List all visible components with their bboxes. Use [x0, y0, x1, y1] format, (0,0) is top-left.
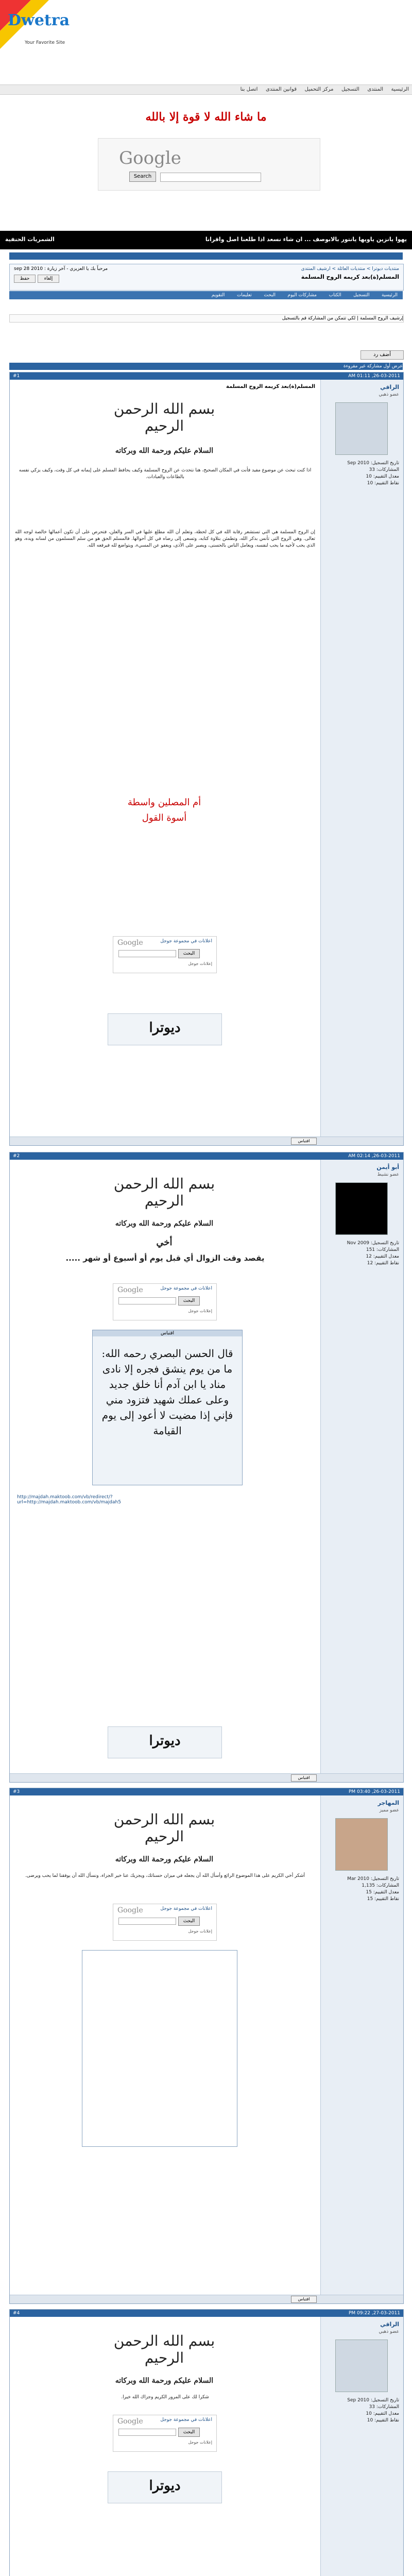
ad-footer: إعلانات جوجل: [188, 961, 212, 966]
post-body: أشكر أخي الكريم على هذا الموضوع الرائع وأسأل الله أن يجعله في ميزان حسناتك، ويجزيك عنا خير الجزاء، ونسأل الله أن يوفقنا لما يحب ويرضى.: [25, 1873, 305, 1878]
greeting: السلام عليكم ورحمة الله وبركاته: [115, 1219, 214, 1228]
username[interactable]: أبو أيمن: [376, 1164, 399, 1171]
highlight-title: أم المصلين واسطة: [127, 797, 201, 808]
user-welcome: مرحباً بك يا العزيزي - آخر زيارة : 2010 sep 28: [14, 266, 108, 272]
rating: معدل التقييم: 10: [366, 474, 399, 479]
post-number[interactable]: #3: [13, 1789, 20, 1794]
post-date: 26-03-2011, 01:11 AM: [348, 374, 400, 379]
ad-text[interactable]: اعلانات في مجموعة جوجل: [160, 1286, 212, 1291]
signature-box: [108, 1013, 222, 1045]
top-link-register[interactable]: التسجيل: [341, 87, 359, 92]
top-link-bar: [0, 84, 412, 95]
join-date: تاريخ التسجيل: Sep 2010: [347, 461, 399, 466]
avatar: [335, 1818, 388, 1871]
post-content: [10, 1795, 320, 2295]
ad-search-input[interactable]: [118, 1297, 176, 1304]
quote-button[interactable]: اقتباس: [291, 2296, 317, 2303]
rating-points: نقاط التقييم: 10: [367, 481, 399, 486]
post-header: [10, 1153, 403, 1160]
user-info-column: [320, 1795, 403, 2295]
avatar: [335, 402, 388, 455]
quote-button[interactable]: اقتباس: [291, 1138, 317, 1145]
post-number[interactable]: #4: [13, 2311, 20, 2316]
ad-search-input[interactable]: [118, 950, 176, 957]
post-3: [9, 1788, 404, 2304]
ad-google-logo: Google: [117, 2417, 143, 2426]
signature-logo: ديوترا: [149, 1020, 181, 1036]
red-headline: ما شاء الله لا قوة إلا بالله: [145, 110, 267, 124]
ad-search-button[interactable]: البحث: [178, 949, 200, 958]
post-2: [9, 1152, 404, 1783]
greeting: السلام عليكم ورحمة الله وبركاته: [115, 447, 214, 455]
quote-header: اقتباس: [93, 1330, 242, 1336]
ad-search-button[interactable]: البحث: [178, 1296, 200, 1306]
post-content: [10, 380, 320, 1137]
join-date: تاريخ التسجيل: Mar 2010: [347, 1876, 399, 1882]
thread-title: المسلم(ة)بعد كريمه الروح المسلمة: [301, 274, 399, 280]
post-header: [10, 372, 403, 380]
ad-text[interactable]: اعلانات في مجموعة جوجل: [160, 2417, 212, 2422]
ad-google-logo: Google: [117, 939, 143, 947]
google-ad-box: [113, 1904, 217, 1941]
user-info-column: [320, 380, 403, 1137]
rating: معدل التقييم: 12: [366, 1254, 399, 1259]
subnav-home[interactable]: الرئيسية: [382, 293, 398, 298]
user-title: عضو ذهبي: [379, 392, 399, 397]
user-title: عضو ذهبي: [379, 2329, 399, 2334]
rating-points: نقاط التقييم: 12: [367, 1261, 399, 1266]
user-details: [327, 460, 399, 487]
ad-search-button[interactable]: البحث: [178, 2428, 200, 2437]
google-ad-box: [113, 2415, 217, 2452]
search-input[interactable]: [160, 173, 261, 182]
subnav-books[interactable]: الكتاب: [329, 293, 341, 298]
post-date: 27-03-2011, 09:22 PM: [348, 2311, 400, 2316]
post-count: المشاركات: 33: [369, 2404, 399, 2410]
nav-bar: [9, 252, 403, 260]
post-line-1: أخي: [156, 1237, 173, 1248]
basmala-calligraphy: بسم الله الرحمن الرحيم: [113, 400, 215, 434]
post-body: شكرا لك على المرور الكريم وجزاك الله خيرا.: [121, 2395, 209, 2400]
user-details: [327, 1876, 399, 1903]
top-link-home[interactable]: الرئيسية: [391, 87, 409, 92]
post-1: [9, 372, 404, 1146]
post-title: المسلم(ة)بعد كريمه الروح المسلمة: [226, 384, 315, 389]
announcement-text: يهوا يانزين ياويها يانتور بالابوصف ... ان شاء نسعد اذا طلعنا اصل واقرانا: [205, 236, 407, 243]
post-number[interactable]: #2: [13, 1154, 20, 1159]
post-4: [9, 2309, 404, 2576]
post-link[interactable]: http://majdah.maktoob.com/vb/redirect/?url=http://majdah.maktoob.com/vb/majdah5: [17, 1495, 121, 1505]
quote-button[interactable]: اقتباس: [291, 1774, 317, 1782]
greeting: السلام عليكم ورحمة الله وبركاته: [115, 1855, 214, 1863]
signature-box: [108, 2471, 222, 2503]
top-link-rules[interactable]: قوانين المنتدى: [265, 87, 297, 92]
subnav-help[interactable]: تعليمات: [236, 293, 252, 298]
post-header: [10, 2310, 403, 2317]
user-details: [327, 1240, 399, 1267]
ad-search-button[interactable]: البحث: [178, 1917, 200, 1926]
announcement-label: الشمريات الحنفية: [5, 236, 55, 243]
announcement-bar: [0, 231, 412, 249]
user-info-column: [320, 1160, 403, 1774]
post-intro: اذا كنت تبحث عن موضوع مفيد فأنت في المكان الصحيح، هنا نتحدث عن الروح المسلمة وكيف يحافظ المسلم على إيمانه في كل وقت، وكيف يزكي نفسه بالطاعات والعبادات.: [19, 468, 312, 480]
ad-google-logo: Google: [117, 1286, 143, 1294]
post-header: [10, 1788, 403, 1795]
avatar: [335, 1182, 388, 1235]
google-logo: Google: [119, 148, 181, 168]
rating: معدل التقييم: 15: [366, 1890, 399, 1895]
add-reply-button[interactable]: أضف رد: [360, 350, 404, 360]
search-button[interactable]: Search: [129, 172, 156, 182]
cancel-button[interactable]: إلغاء: [38, 275, 59, 283]
post-footer: [10, 1773, 403, 1782]
thread-tools-bar[interactable]: عرض أول مشاركة غير مقروءة: [9, 363, 403, 370]
quote-text: قال الحسن البصري رحمه الله: ما من يوم ينشق فجره إلا نادى مناد يا ابن آدم أنا خلق جديد وعلى عملك شهيد فتزود مني فإني إذا مضيت لا أعود إلى يوم القيامة: [101, 1347, 233, 1437]
rules-notice: إرشيف الروح المسلمة | لكي تتمكن من المشاركة قم بالتسجيل: [9, 314, 404, 323]
post-number[interactable]: #1: [13, 374, 20, 379]
save-button[interactable]: حفظ: [14, 275, 36, 283]
google-ad-box: [113, 1283, 217, 1320]
user-title: عضو نشيط: [377, 1172, 399, 1177]
site-tagline: Your Favorite Site: [25, 40, 65, 45]
basmala-calligraphy: بسم الله الرحمن الرحيم: [113, 1811, 215, 1845]
rating: معدل التقييم: 10: [366, 2411, 399, 2416]
post-date: 26-03-2011, 02:14 AM: [348, 1154, 400, 1159]
top-link-forum[interactable]: المنتدى: [367, 87, 384, 92]
ad-footer: إعلانات جوجل: [188, 1929, 212, 1934]
top-link-contact[interactable]: اتصل بنا: [240, 87, 258, 92]
sub-navigation: [9, 291, 403, 299]
ad-text[interactable]: اعلانات في مجموعة جوجل: [160, 939, 212, 944]
post-count: المشاركات: 1,135: [362, 1883, 399, 1888]
subnav-register[interactable]: التسجيل: [353, 293, 370, 298]
post-line-2: يقصد وقت الزوال أي قبل يوم أو أسبوع أو شهر .....: [65, 1253, 265, 1263]
post-body: إن الروح المسلمة هي التي تستشعر رقابة الله في كل لحظة، وتعلم أن الله مطلع عليها في السر والعلن، فتحرص على أن تكون أعمالها خالصة لوجه الله تعالى. وهي الروح التي تأنس بذكر الله، وتطمئن بتلاوة كتابه، وتسعى إلى رضاه في كل أحوالها. فالمسلم الحق هو من سلم المسلمون من لسانه ويده، وهو الذي يحب لأخيه ما يحب لنفسه، ويعامل الناس بالحسنى، ويصبر على الأذى، ويعفو عن المسيء، ويتواضع لله فيرفعه الله.: [15, 530, 315, 548]
join-date: تاريخ التسجيل: Nov 2009: [347, 1241, 399, 1246]
embedded-frame: [82, 1950, 237, 2147]
subnav-calendar[interactable]: التقويم: [211, 293, 225, 298]
ad-google-logo: Google: [117, 1906, 143, 1914]
username[interactable]: الراقي: [380, 2321, 399, 2328]
post-content: [10, 2317, 320, 2576]
subnav-search[interactable]: البحث: [264, 293, 276, 298]
post-footer: [10, 2295, 403, 2303]
join-date: تاريخ التسجيل: Sep 2010: [347, 2398, 399, 2403]
rating-points: نقاط التقييم: 15: [367, 1896, 399, 1902]
avatar: [335, 2340, 388, 2392]
site-logo[interactable]: Dwetra: [8, 11, 70, 29]
breadcrumb: [9, 264, 404, 291]
post-count: المشاركات: 151: [366, 1247, 399, 1252]
rating-points: نقاط التقييم: 10: [367, 2418, 399, 2423]
post-footer: [10, 1137, 403, 1145]
signature-logo: ديوترا: [149, 2478, 181, 2494]
ad-search-input[interactable]: [118, 1918, 176, 1925]
signature-box: [108, 1726, 222, 1758]
ad-search-input[interactable]: [118, 2429, 176, 2436]
post-content: [10, 1160, 320, 1774]
greeting: السلام عليكم ورحمة الله وبركاته: [115, 2377, 214, 2385]
username[interactable]: المهاجر: [377, 1800, 399, 1806]
username[interactable]: الراقي: [380, 384, 399, 391]
post-date: 26-03-2011, 03:40 PM: [348, 1789, 400, 1794]
ad-footer: إعلانات جوجل: [188, 1309, 212, 1313]
google-search-box: [98, 138, 320, 191]
breadcrumb-path[interactable]: منتديات ديوترا > منتديات العائلة > ارشيف المنتدى: [301, 266, 399, 272]
google-ad-box: [113, 936, 217, 973]
highlight-subtitle: أسوة القول: [142, 812, 187, 823]
post-count: المشاركات: 33: [369, 467, 399, 472]
quote-box: [92, 1330, 243, 1485]
user-info-column: [320, 2317, 403, 2576]
ad-text[interactable]: اعلانات في مجموعة جوجل: [160, 1906, 212, 1911]
subnav-today-posts[interactable]: مشاركات اليوم: [287, 293, 317, 298]
top-link-upload[interactable]: مركز التحميل: [304, 87, 334, 92]
user-details: [327, 2397, 399, 2424]
ad-footer: إعلانات جوجل: [188, 2440, 212, 2445]
basmala-calligraphy: بسم الله الرحمن الرحيم: [113, 2332, 215, 2366]
site-header: [0, 0, 412, 62]
basmala-calligraphy: بسم الله الرحمن الرحيم: [113, 1175, 215, 1209]
user-title: عضو مميز: [379, 1808, 399, 1813]
signature-logo: ديوترا: [149, 1733, 181, 1749]
